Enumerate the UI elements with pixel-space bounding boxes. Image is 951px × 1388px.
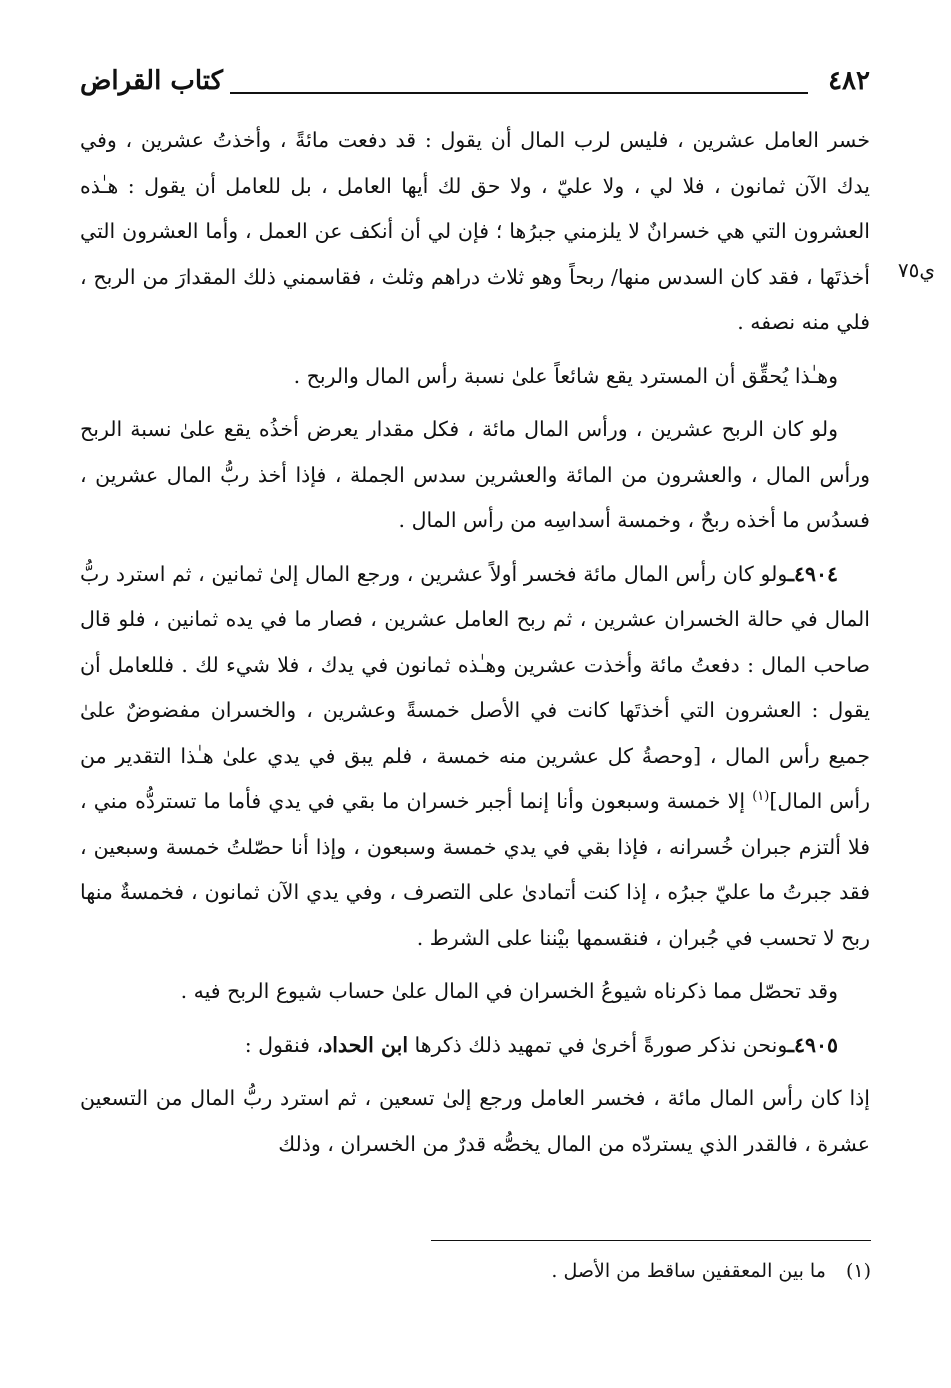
page-number: ٤٨٢ [828,66,870,96]
header-rule [230,92,808,94]
footnote-text: ما بين المعقفين ساقط من الأصل . [551,1260,826,1282]
issue-number: ٤٩٠٤ـ [787,561,838,586]
margin-reference: ي٧٥ [897,258,935,282]
issue-number: ٤٩٠٥ـ [787,1032,838,1057]
footnote-number: (١) [845,1260,871,1282]
paragraph-7: إذا كان رأس المال مائة ، فخسر العامل ورجع إلىٰ تسعين ، ثم استرد ربُّ المال من التسعين عشرة ، فالقدر الذي يستردّه من المال يخصُّه قدرٌ من الخسران ، وذلك [80,1086,870,1156]
paragraph-2: وهـٰذا يُحقِّق أن المسترد يقع شائعاً علىٰ نسبة رأس المال والربح . [293,363,838,388]
footnote [81,1260,871,1282]
paragraph-4905: ٤٩٠٥ـونحن نذكر صورةً أخرىٰ في تمهيد ذلك ذكرها ابن الحداد، فنقول : [244,1032,838,1057]
running-header [80,62,870,106]
book-title: كتاب القراض [80,66,223,96]
main-text [80,118,870,1175]
paragraph-1: خسر العامل عشرين ، فليس لرب المال أن يقول : قد دفعت مائةً ، وأخذتُ عشرين ، وفي يدك الآن ثمانون ، فلا لي ، ولا عليّ ، ولا حق لك أيها العامل ، بل للعامل أن يقول : هـٰذه العشرون التي هي خسرانٌ لا يلزمني جبرُها ؛ فإن لي أن أنكف عن العمل ، وأما العشرون التي أخذتَها ، فقد كان السدس منها/ ربحاً وهو ثلاث دراهم وثلث ، فقاسمني ذلك المقدارَ من الربح ، فلي منه نصفه . [80,128,870,334]
footnote-marker: (١) [752,789,770,805]
paragraph-5: وقد تحصّل مما ذكرناه شيوعُ الخسران في المال علىٰ حساب شيوع الربح فيه . [180,979,838,1003]
footnote-rule [431,1240,871,1241]
paragraph-3: ولو كان الربح عشرين ، ورأس المال مائة ، فكل مقدار يعرض أخذُه يقع علىٰ نسبة الربح ورأس المال ، والعشرون من المائة والعشرين سدس الجملة ، فإذا أخذ ربُّ المال عشرين ، فسدُس ما أخذه ربحٌ ، وخمسة أسداسِه من رأس المال . [80,417,870,532]
author-name: ابن الحداد [323,1032,409,1057]
paragraph-4904: ٤٩٠٤ـولو كان رأس المال مائة فخسر أولاً عشرين ، ورجع المال إلىٰ ثمانين ، ثم استرد ربُّ المال في حالة الخسران عشرين ، ثم ربح العامل عشرين ، فصار ما في يده ثمانين ، فلو قال صاحب المال : دفعتُ مائة وأخذت عشرين وهـٰذه ثمانون في يدك ، فلا شيء لك . فللعامل أن يقول : العشرون التي أخذتَها كانت في الأصل خمسةً وعشرين ، والخسران مفضوضٌ علىٰ جميع رأس المال ، [وحصةُ كل عشرين منه خمسة ، فلم يبق في يدي علىٰ هـٰذا التقدير من رأس المال]$^{(١)}$ إلا خمسة وسبعون وأنا إنما أجبر خسران ما بقي في يدي فأما ما تستردُّه مني ، فلا ألتزم جبران خُسرانه ، فإذا بقي في يدي خمسة وسبعون ، وإذا أنا حصّلتُ خمسة وسبعين ، فقد جبرتُ ما عليّ جبرُه ، إذا كنت أتمادىٰ على التصرف ، وفي يدي الآن ثمانون ، فخمسةٌ منها ربح لا تحسب في جُبران ، فنقسمها بيْننا على الشرط . [80,561,870,950]
